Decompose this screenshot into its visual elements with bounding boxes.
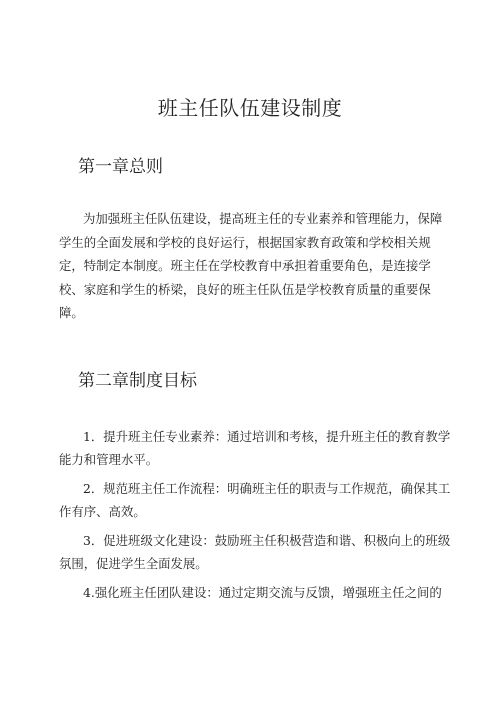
chapter-2-item-4: 4.强化班主任团队建设：通过定期交流与反馈，增强班主任之间的 [83,585,442,600]
document-title: 班主任队伍建设制度 [157,96,343,120]
chapter-2-item-2: 2．规范班主任工作流程：明确班主任的职责与工作规范，确保其工作有序、高效。 [59,481,451,519]
chapter-2-heading: 第二章制度目标 [78,371,197,391]
chapter-2-item-3: 3．促进班级文化建设：鼓励班主任积极营造和谐、积极向上的班级氛围，促进学生全面发展。 [59,533,451,571]
chapter-1-heading: 第一章总则 [78,157,163,177]
chapter-1-paragraph: 为加强班主任队伍建设，提高班主任的专业素养和管理能力，保障学生的全面发展和学校的良好运行，根据国家教育政策和学校相关规定，特制定本制度。班主任在学校教育中承担着重要角色，是连接学校、家庭和学生的桥梁，良好的班主任队伍是学校教育质量的重要保障。 [59,211,443,320]
chapter-2-item-1: 1．提升班主任专业素养：通过培训和考核，提升班主任的教育教学能力和管理水平。 [59,429,451,467]
